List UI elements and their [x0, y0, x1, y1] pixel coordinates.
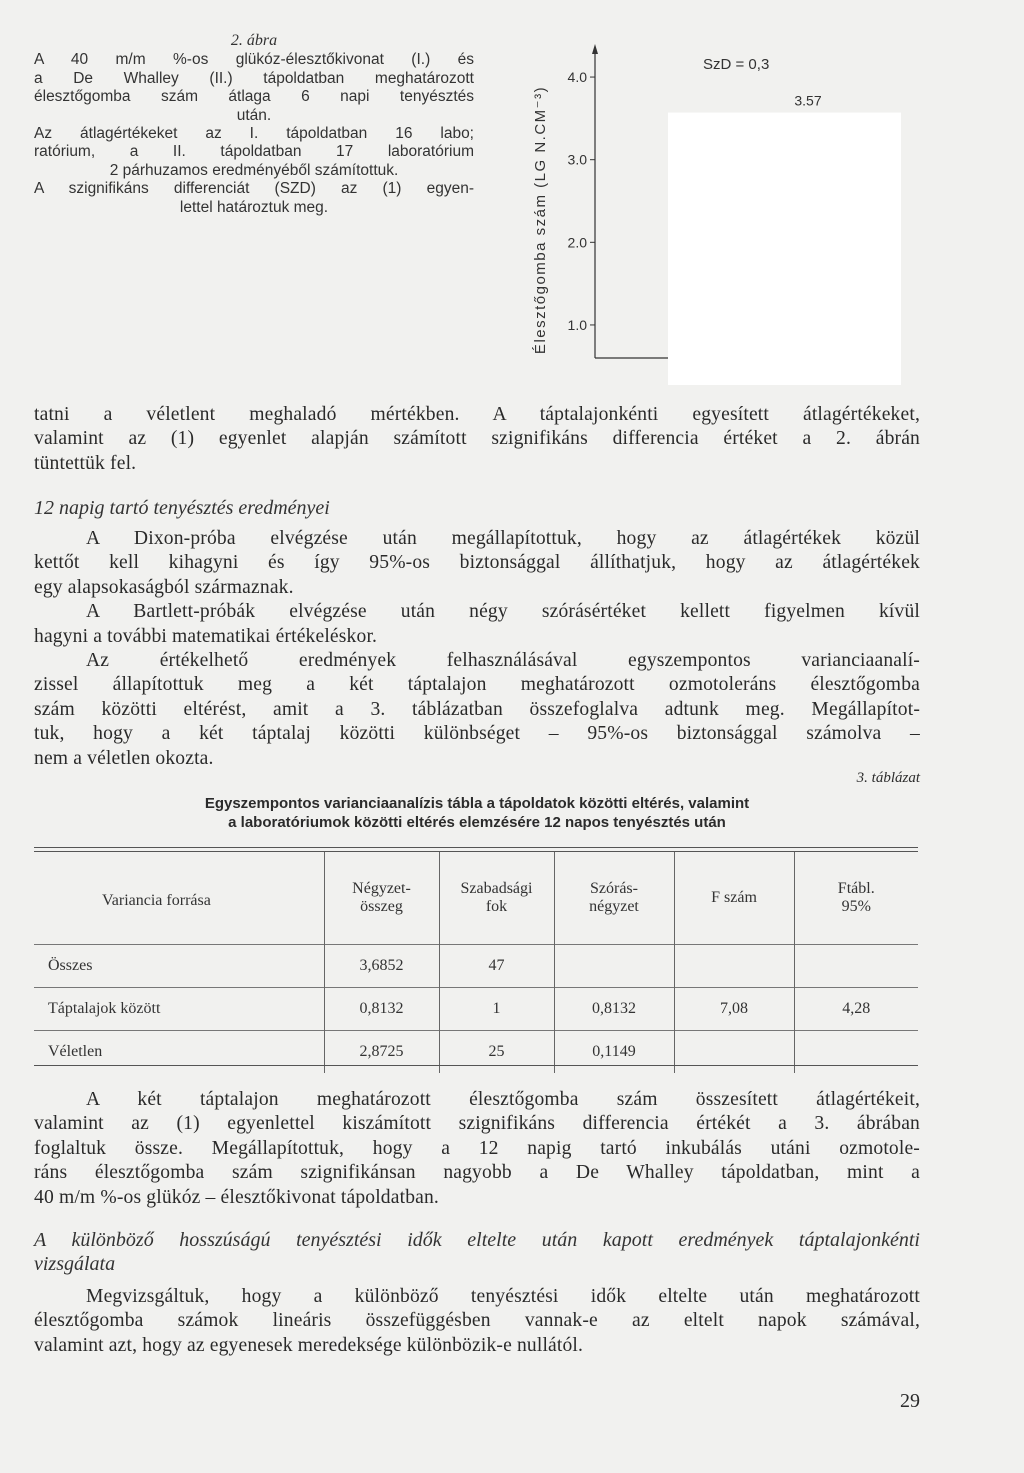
text-line: hagyni a további matematikai értékeléskor.: [34, 625, 378, 647]
caption-line: lettel határoztuk meg.: [179, 198, 329, 216]
table-cell: 47: [439, 945, 554, 988]
section-heading-2: [34, 1228, 920, 1277]
header-cell: Ftábl. 95%: [794, 852, 918, 945]
paragraph-1: [34, 403, 920, 476]
table-caption-line: Egyszempontos varianciaanalízis tábla a tápoldatok közötti eltérés, valamint: [204, 795, 750, 812]
text-line: élesztőgomba számok lineáris összefüggésben vannak-e az eltelt napok számával,: [34, 1310, 920, 1332]
text-line: nem a véletlen okozta.: [34, 747, 214, 769]
bar-value-label: 3.57: [794, 92, 822, 109]
header-cell: Szórás- négyzet: [554, 852, 674, 945]
table-cell: [794, 945, 918, 988]
text-line: tüntettük fel.: [34, 452, 137, 474]
header-cell: Négyzet- összeg: [324, 852, 439, 945]
section-heading: 12 napig tartó tenyésztés eredményei: [34, 497, 330, 519]
table-cell: 1: [439, 988, 554, 1031]
table-cell: 0,1149: [554, 1031, 674, 1074]
table-row: [34, 1031, 918, 1074]
table-cell: [674, 945, 794, 988]
table-cell: 4,28: [794, 988, 918, 1031]
text-line: Megvizsgáltuk, hogy a különböző tenyésztési idők eltelte után meghatározott: [86, 1286, 920, 1307]
heading-line: vizsgálata: [34, 1253, 116, 1276]
figure-number: 2. ábra: [230, 32, 278, 49]
table-top-rule: [34, 847, 918, 848]
text-line: valamint az (1) egyenlettel kiszámított szignifikáns differencia értékét a 3. ábrában: [34, 1113, 920, 1135]
szd-annotation: SzD = 0,3: [703, 56, 770, 73]
table-cell: 0,8132: [324, 988, 439, 1031]
table-cell: Véletlen: [34, 1031, 324, 1074]
header-cell: F szám: [674, 852, 794, 945]
text-line: tuk, hogy a két táptalaj közötti különbséget – 95%-os biztonsággal számolva –: [34, 723, 920, 745]
caption-line: a De Whalley (II.) tápoldatban meghatározott: [34, 69, 474, 87]
table-cell: [794, 1031, 918, 1074]
y-tick-label: 4.0: [567, 69, 587, 86]
page-number: 29: [900, 1390, 920, 1412]
caption-line: után.: [236, 106, 272, 124]
text-line: zissel állapítottuk meg a két táptalajon meghatározott ozmotoleráns élesztőgomba: [34, 674, 920, 696]
table-caption-line: a laboratóriumok közötti eltérés elemzésére 12 napos tenyésztés után: [228, 813, 726, 831]
table-number: 3. táblázat: [856, 770, 920, 786]
text-line: valamint azt, hogy az egyenesek meredeksége különbözik-e nullától.: [34, 1334, 584, 1356]
text-line: 40 m/m %-os glükóz – élesztőkivonat tápoldatban.: [34, 1186, 439, 1208]
table-cell: 3,6852: [324, 945, 439, 988]
text-line: A két táptalajon meghatározott élesztőgomba szám összesített átlagértékeit,: [86, 1089, 920, 1110]
table-cell: 7,08: [674, 988, 794, 1031]
text-line: egy alapsokaságból származnak.: [34, 576, 294, 598]
y-tick-label: 1.0: [567, 316, 587, 333]
table-header-row: [34, 852, 918, 945]
table-row: [34, 988, 918, 1031]
table-cell: Táptalajok között: [34, 988, 324, 1031]
text-line: A Dixon-próba elvégzése után megállapítottuk, hogy az átlagértékek közül: [86, 528, 920, 549]
caption-line: A 40 m/m %-os glükóz-élesztőkivonat (I.) és: [34, 51, 474, 69]
table-cell: 2,8725: [324, 1031, 439, 1074]
table-cell: Összes: [34, 945, 324, 988]
y-axis-arrow: [592, 44, 598, 54]
heading-line: A különböző hosszúságú tenyésztési idők eltelte után kapott eredmények táptalajonkénti: [34, 1229, 920, 1251]
table-row: [34, 945, 918, 988]
text-line: ráns élesztőgomba szám szignifikánsan nagyobb a De Whalley tápoldatban, mint a: [34, 1162, 920, 1184]
y-axis-label: Élesztőgomba szám (LG N.CM⁻³): [532, 85, 549, 355]
bar-chart: [520, 30, 920, 400]
caption-line: 2 párhuzamos eredményéből számítottuk.: [109, 161, 399, 179]
y-tick-label: 3.0: [567, 151, 587, 168]
y-tick-label: 2.0: [567, 234, 587, 251]
header-cell: Variancia forrása: [102, 892, 211, 909]
table-cell: [554, 945, 674, 988]
text-line: kettőt kell kihagyni és így 95%-os biztonsággal állíthatjuk, hogy az átlagértékek: [34, 552, 920, 574]
table-caption: [34, 795, 920, 832]
text-line: tatni a véletlent meghaladó mértékben. A táptalajonkénti egyesített átlagértékeket,: [34, 404, 920, 425]
table-cell: [674, 1031, 794, 1074]
paragraph-6: [34, 1285, 920, 1358]
caption-line: ratórium, a II. tápoldatban 17 laboratórium: [34, 143, 474, 161]
text-line: szám közötti eltérést, amit a 3. táblázatban összefoglalva adtunk meg. Megállapítot-: [34, 698, 920, 720]
table-bottom-rule: [34, 1065, 918, 1066]
caption-line: Az átlagértékeket az I. tápoldatban 16 labo;: [34, 125, 474, 143]
figure-caption: [34, 32, 474, 217]
caption-line: A szignifikáns differenciát (SZD) az (1) egyen-: [34, 180, 474, 198]
text-line: Az értékelhető eredmények felhasználásával egyszempontos varianciaanalí-: [86, 650, 920, 672]
text-line: foglaltuk össze. Megállapítottuk, hogy a 12 napig tartó inkubálás utáni ozmotole-: [34, 1137, 920, 1159]
paragraph-2: [34, 527, 920, 771]
table-cell: 0,8132: [554, 988, 674, 1031]
paragraph-5: [34, 1088, 920, 1210]
text-line: valamint az (1) egyenlet alapján számított szignifikáns differencia értéket a 2. ábrán: [34, 428, 920, 450]
bar: [668, 113, 901, 385]
variance-table: [34, 852, 918, 1073]
table-cell: 25: [439, 1031, 554, 1074]
header-cell: Szabadsági fok: [439, 852, 554, 945]
caption-line: élesztőgomba szám átlaga 6 napi tenyésztés: [34, 88, 474, 106]
text-line: A Bartlett-próbák elvégzése után négy szórásértéket kellett figyelmen kívül: [86, 601, 920, 623]
